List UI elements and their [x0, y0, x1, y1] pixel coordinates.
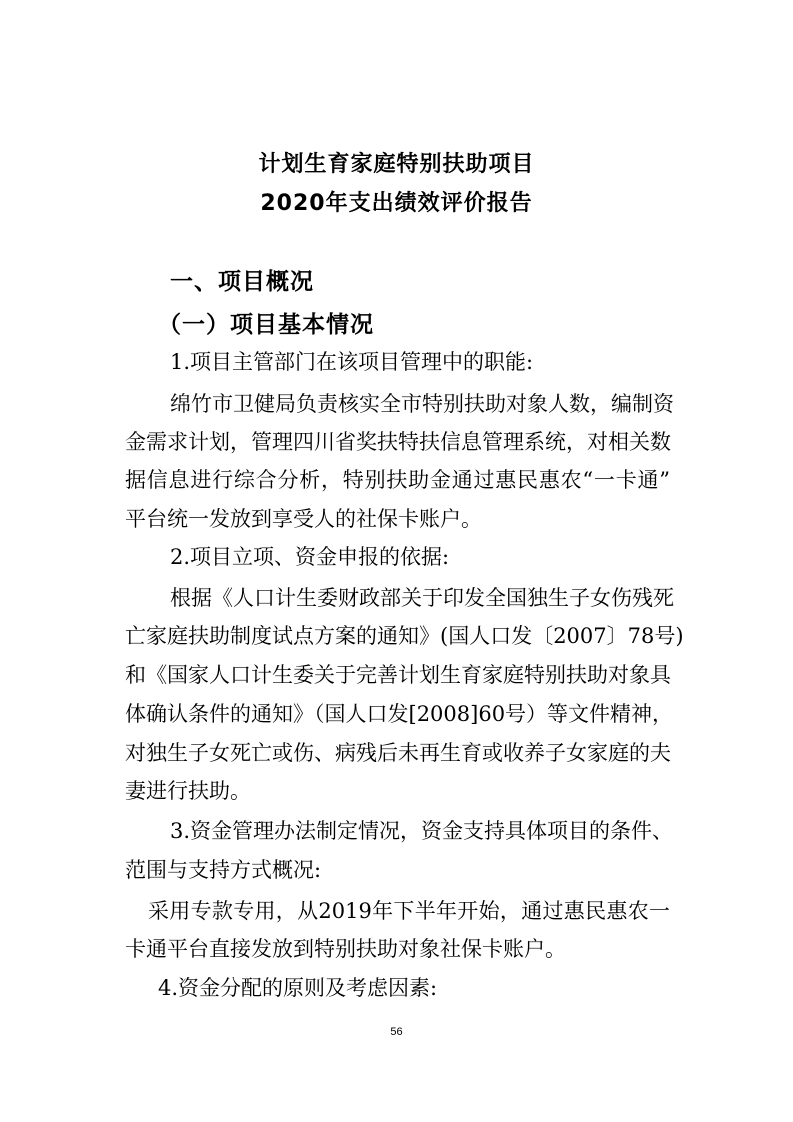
section-heading: 一、项目概况 [170, 269, 314, 295]
subsection-heading: （一）项目基本情况 [158, 312, 374, 338]
paragraph-line: 妻进行扶助。 [125, 779, 251, 803]
paragraph-line: 平台统一发放到享受人的社保卡账户。 [125, 507, 482, 531]
paragraph-line: 卡通平台直接发放到特别扶助对象社保卡账户。 [125, 937, 566, 961]
paragraph-line: 1.项目主管部门在该项目管理中的职能: [170, 350, 534, 374]
paragraph-line: 和《国家人口计生委关于完善计划生育家庭特别扶助对象具 [125, 663, 671, 687]
title-line-2: 2020年支出绩效评价报告 [260, 191, 533, 216]
paragraph-line: 根据《人口计生委财政部关于印发全国独生子女伤残死 [170, 586, 674, 610]
paragraph-line: 范围与支持方式概况: [125, 858, 322, 882]
title-line-1: 计划生育家庭特别扶助项目 [258, 152, 535, 177]
paragraph-line: 对独生子女死亡或伤、病残后未再生育或收养子女家庭的夫 [125, 741, 671, 765]
page-number: 56 [390, 1026, 403, 1038]
paragraph-line: 金需求计划，管理四川省奖扶特扶信息管理系统，对相关数 [125, 430, 671, 454]
paragraph-line: 4.资金分配的原则及考虑因素: [158, 976, 438, 1000]
paragraph-line: 亡家庭扶助制度试点方案的通知》(国人口发〔2007〕78号) [125, 624, 684, 648]
paragraph-line: 绵竹市卫健局负责核实全市特别扶助对象人数，编制资 [170, 392, 674, 416]
paragraph-line: 体确认条件的通知》（国人口发[2008]60号）等文件精神， [125, 702, 674, 726]
paragraph-line: 据信息进行综合分析，特别扶助金通过惠民惠农“一卡通” [125, 468, 670, 492]
paragraph-line: 3.资金管理办法制定情况，资金支持具体项目的条件、 [170, 819, 674, 843]
paragraph-line: 2.项目立项、资金申报的依据: [170, 545, 450, 569]
paragraph-line: 采用专款专用，从2019年下半年开始，通过惠民惠农一 [148, 899, 670, 923]
